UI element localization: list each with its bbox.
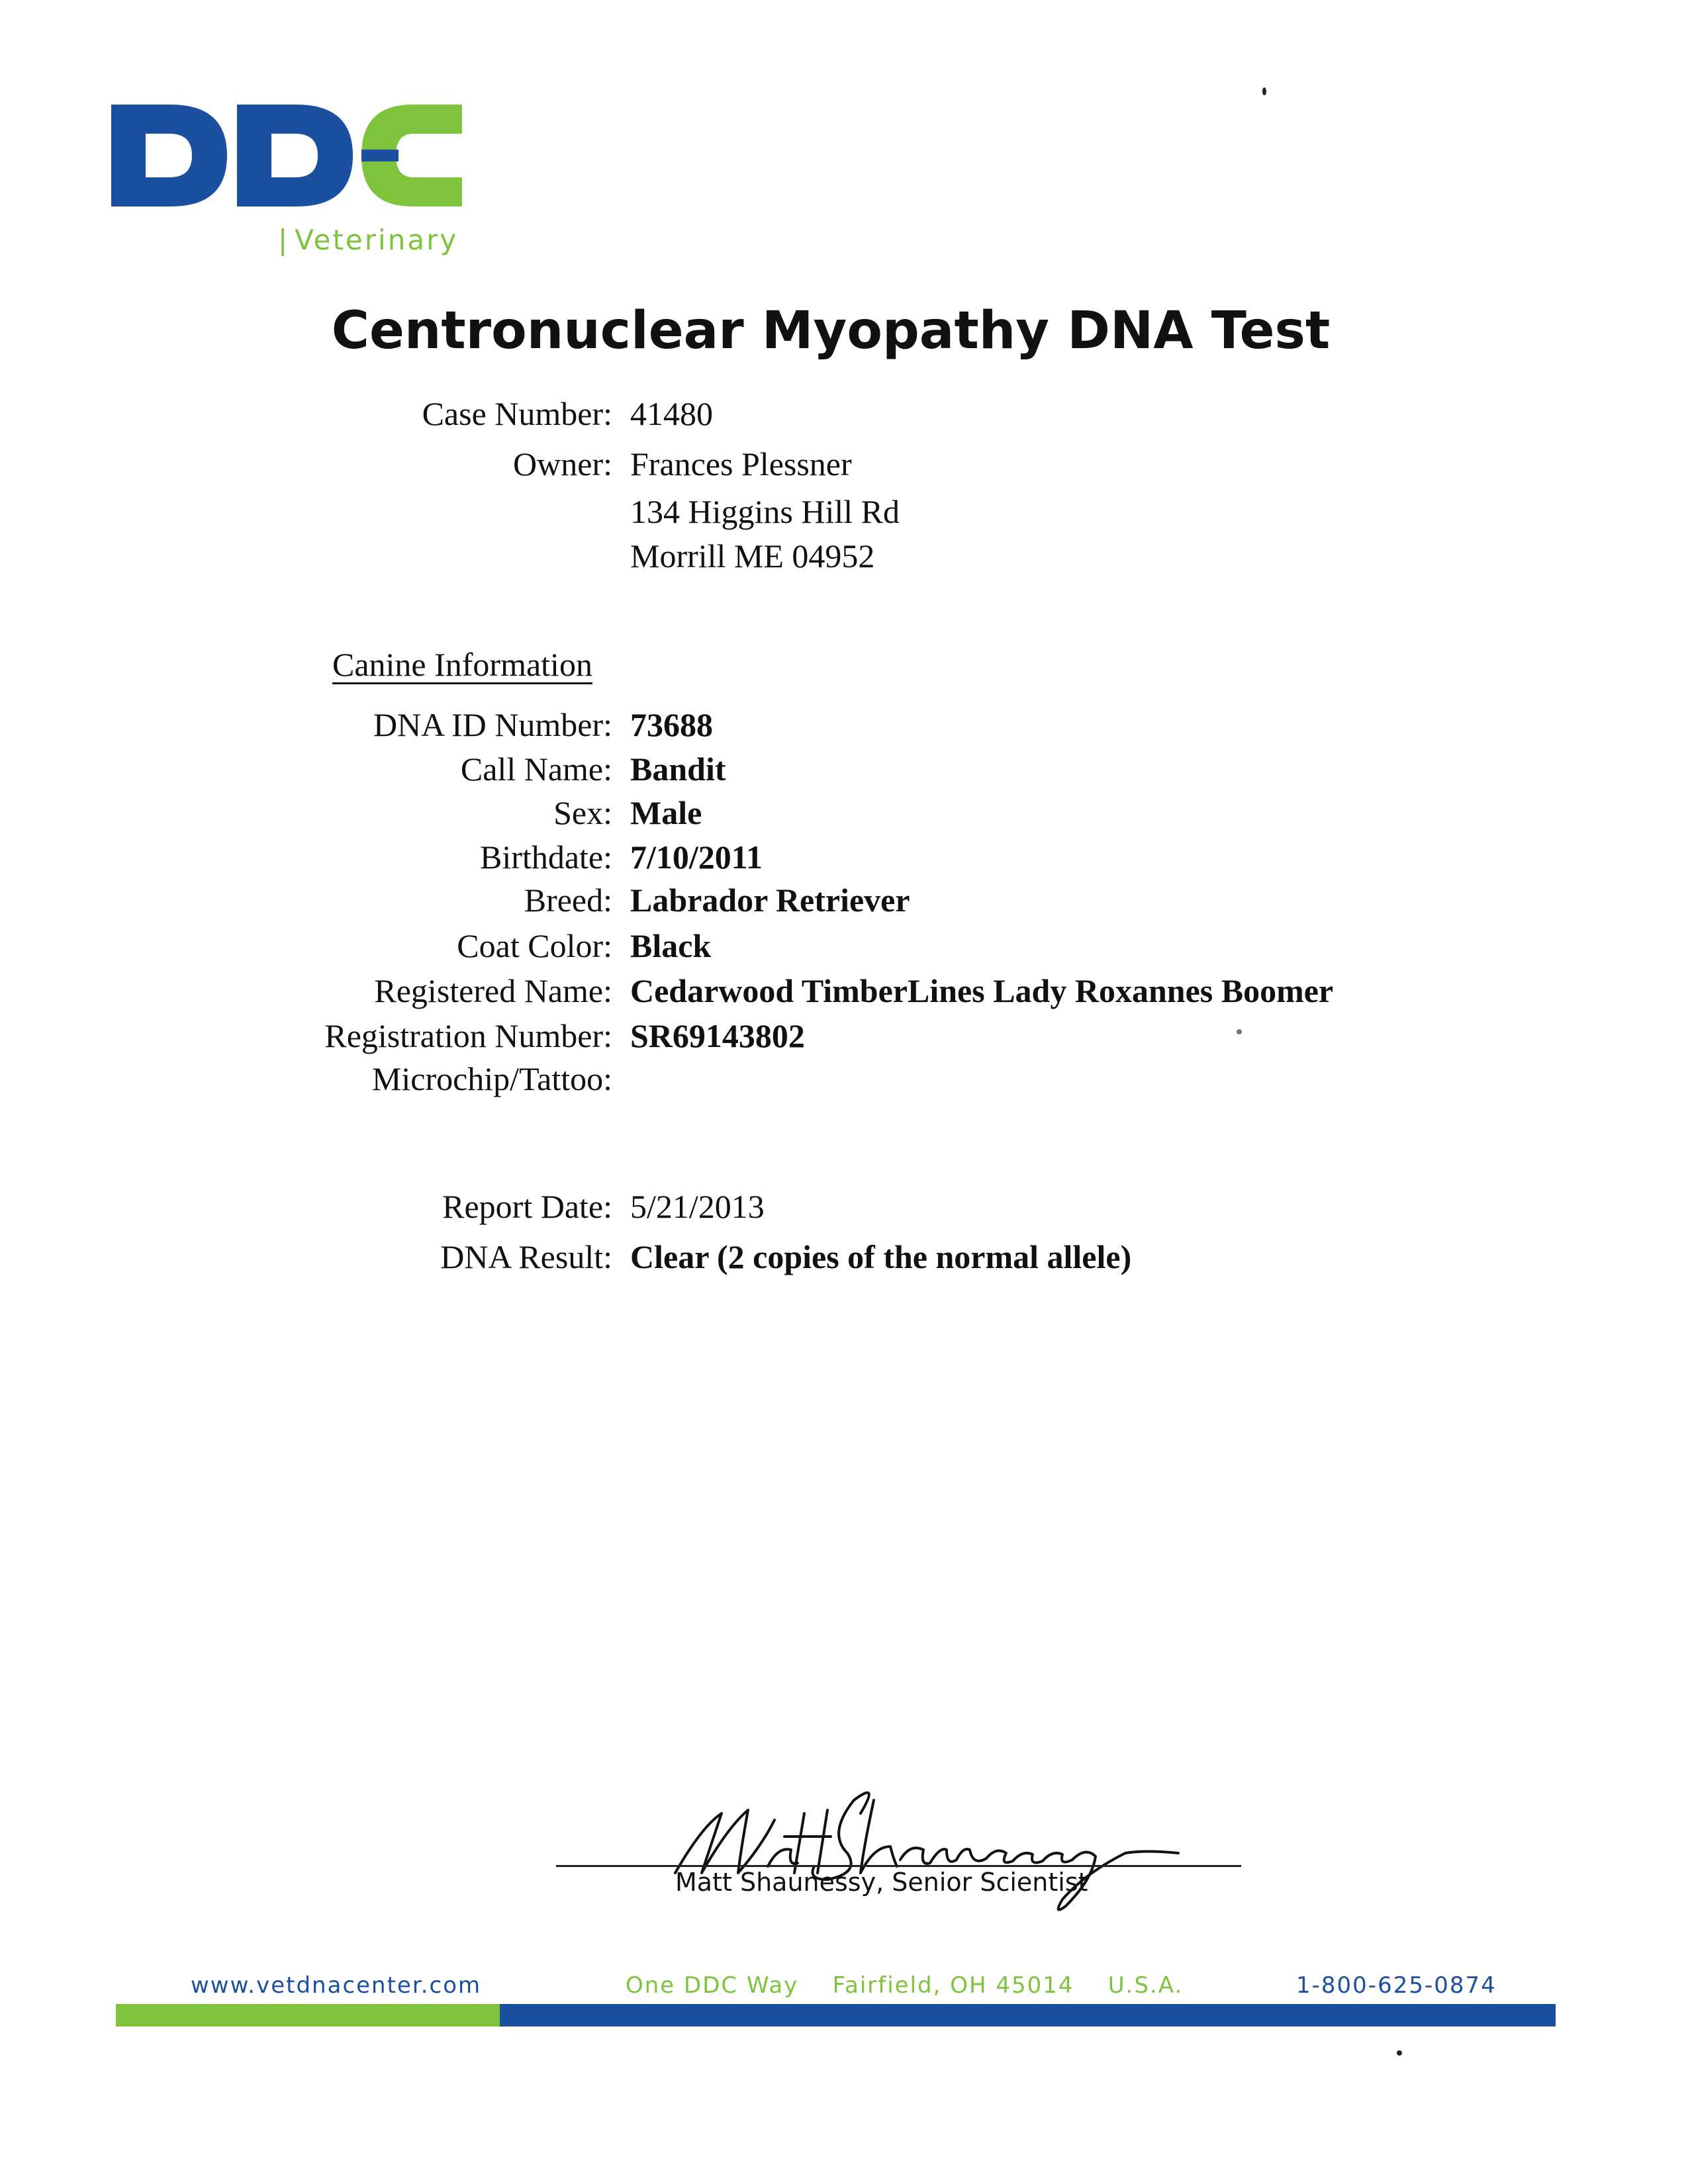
page-title: Centronuclear Myopathy DNA Test xyxy=(331,301,1331,361)
dna-id-value: 73688 xyxy=(630,706,713,743)
dna-id-label: DNA ID Number: xyxy=(373,706,612,743)
owner-address-line2: Morrill ME 04952 xyxy=(630,537,875,574)
footer-green-bar xyxy=(116,2004,500,2026)
footer-phone: 1-800-625-0874 xyxy=(1296,1972,1497,1999)
owner-label: Owner: xyxy=(513,445,612,482)
dna-result-value: Clear (2 copies of the normal allele) xyxy=(630,1238,1132,1275)
owner-address-line1: 134 Higgins Hill Rd xyxy=(630,493,900,530)
registration-number-label: Registration Number: xyxy=(324,1017,612,1054)
signature-line xyxy=(556,1865,1241,1867)
registered-name-value: Cedarwood TimberLines Lady Roxannes Boomer xyxy=(630,972,1334,1009)
registered-name-label: Registered Name: xyxy=(374,972,612,1009)
case-number-label: Case Number: xyxy=(422,395,612,432)
footer-blue-bar xyxy=(500,2004,1556,2026)
report-date-label: Report Date: xyxy=(442,1188,612,1225)
coat-color-value: Black xyxy=(630,927,712,964)
canine-info-heading: Canine Information xyxy=(332,646,592,683)
birthdate-value: 7/10/2011 xyxy=(630,839,763,876)
report-date-value: 5/21/2013 xyxy=(630,1188,765,1225)
logo-subtitle: | Veterinary xyxy=(278,224,459,256)
signature-caption: Matt Shaunessy, Senior Scientist xyxy=(675,1868,1088,1897)
breed-value: Labrador Retriever xyxy=(630,882,910,919)
coat-color-label: Coat Color: xyxy=(457,927,612,964)
scan-speck xyxy=(1397,2050,1402,2056)
footer-website[interactable]: www.vetdnacenter.com xyxy=(191,1972,482,1999)
call-name-value: Bandit xyxy=(630,751,726,788)
scan-speck xyxy=(1237,1029,1242,1034)
owner-name: Frances Plessner xyxy=(630,445,852,482)
dna-result-label: DNA Result: xyxy=(440,1238,612,1275)
handwritten-signature xyxy=(662,1774,1192,1926)
call-name-label: Call Name: xyxy=(460,751,612,788)
microchip-label: Microchip/Tattoo: xyxy=(371,1060,612,1097)
registration-number-value: SR69143802 xyxy=(630,1017,805,1054)
birthdate-label: Birthdate: xyxy=(480,839,612,876)
sex-value: Male xyxy=(630,794,702,831)
scan-speck xyxy=(1262,87,1266,95)
breed-label: Breed: xyxy=(524,882,612,919)
case-number-value: 41480 xyxy=(630,395,713,432)
footer-address: One DDC Way Fairfield, OH 45014 U.S.A. xyxy=(626,1972,1184,1999)
sex-label: Sex: xyxy=(553,794,612,831)
